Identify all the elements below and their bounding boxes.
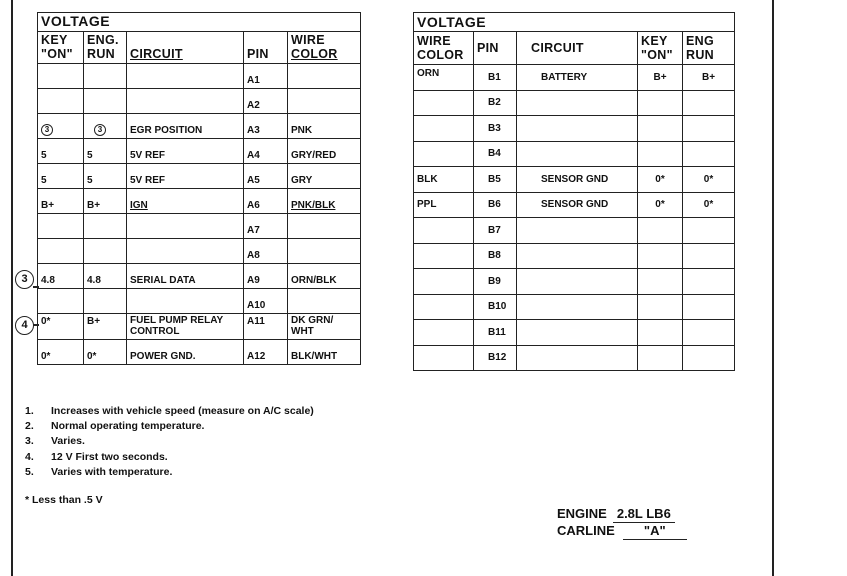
table-row-a4: 5 5 5V REF A4 GRY/RED (38, 139, 361, 164)
carline-value: "A" (623, 523, 687, 540)
table-row-b4: B4 (414, 141, 735, 167)
table-row-b3: B3 (414, 116, 735, 142)
carline-label: CARLINE (557, 523, 615, 538)
table-row-a6: B+ B+ IGN A6 PNK/BLK (38, 189, 361, 214)
note-item: 5. Varies with temperature. (25, 465, 173, 478)
table-row-b2: B2 (414, 90, 735, 116)
engine-carline-block (557, 506, 687, 540)
left-margin-line (11, 0, 13, 576)
table-row-a3: 3 3 EGR POSITION A3 PNK (38, 114, 361, 139)
table-row-b8: B8 (414, 243, 735, 269)
table-row-a10: A10 (38, 289, 361, 314)
engine-label: ENGINE (557, 506, 607, 521)
table-row-a5: 5 5 5V REF A5 GRY (38, 164, 361, 189)
header-pin: PIN (244, 32, 288, 64)
table-row-b1: ORN B1 BATTERY B+ B+ (414, 65, 735, 91)
header-circuit: CIRCUIT (127, 32, 244, 64)
carline-row (557, 523, 687, 540)
note-item: 3. Varies. (25, 435, 85, 448)
header-wire-color: WIRE COLOR (414, 32, 474, 65)
note-item: 1. Increases with vehicle speed (measure on A/C scale) (25, 405, 314, 417)
notes-list (25, 404, 314, 480)
note-item: 2. Normal operating temperature. (25, 420, 205, 433)
table-row-a8: A8 (38, 239, 361, 264)
circled-3-icon: 3 (41, 124, 53, 136)
table-row-b5: BLK B5 SENSOR GND 0* 0* (414, 167, 735, 193)
header-pin: PIN (474, 32, 517, 65)
table-row-a1: A1 (38, 64, 361, 89)
right-margin-line (772, 0, 774, 576)
header-eng-run: ENG RUN (683, 32, 735, 65)
table-row-a7: A7 (38, 214, 361, 239)
table-row-b7: B7 (414, 218, 735, 244)
table-row-b10: B10 (414, 294, 735, 320)
engine-row (557, 506, 687, 523)
table-row-a2: A2 (38, 89, 361, 114)
left-voltage-table (37, 12, 361, 365)
circled-3-icon: 3 (94, 124, 106, 136)
table-row-b6: PPL B6 SENSOR GND 0* 0* (414, 192, 735, 218)
header-eng-run: ENG. RUN (84, 32, 127, 64)
table-row-a9: 4.8 4.8 SERIAL DATA A9 ORN/BLK (38, 264, 361, 289)
callout-3-leader (33, 286, 39, 288)
footnote: * Less than .5 V (25, 494, 103, 506)
callout-3-icon: 3 (15, 270, 34, 289)
callout-4-icon: 4 (15, 316, 34, 335)
table-row-a11: 0* B+ FUEL PUMP RELAY CONTROL A11 DK GRN/ WHT (38, 314, 361, 340)
table-row-a12: 0* 0* POWER GND. A12 BLK/WHT (38, 340, 361, 365)
engine-value: 2.8L LB6 (613, 506, 675, 523)
header-key-on: KEY "ON" (38, 32, 84, 64)
note-item: 4. 12 V First two seconds. (25, 450, 168, 463)
table-row-b11: B11 (414, 320, 735, 346)
table-title: VOLTAGE (414, 13, 735, 32)
header-circuit: CIRCUIT (517, 32, 638, 65)
table-row-b9: B9 (414, 269, 735, 295)
header-key-on: KEY "ON" (638, 32, 683, 65)
header-wire-color: WIRE COLOR (288, 32, 361, 64)
table-row-b12: B12 (414, 345, 735, 371)
right-voltage-table (413, 12, 735, 371)
table-title: VOLTAGE (38, 13, 361, 32)
